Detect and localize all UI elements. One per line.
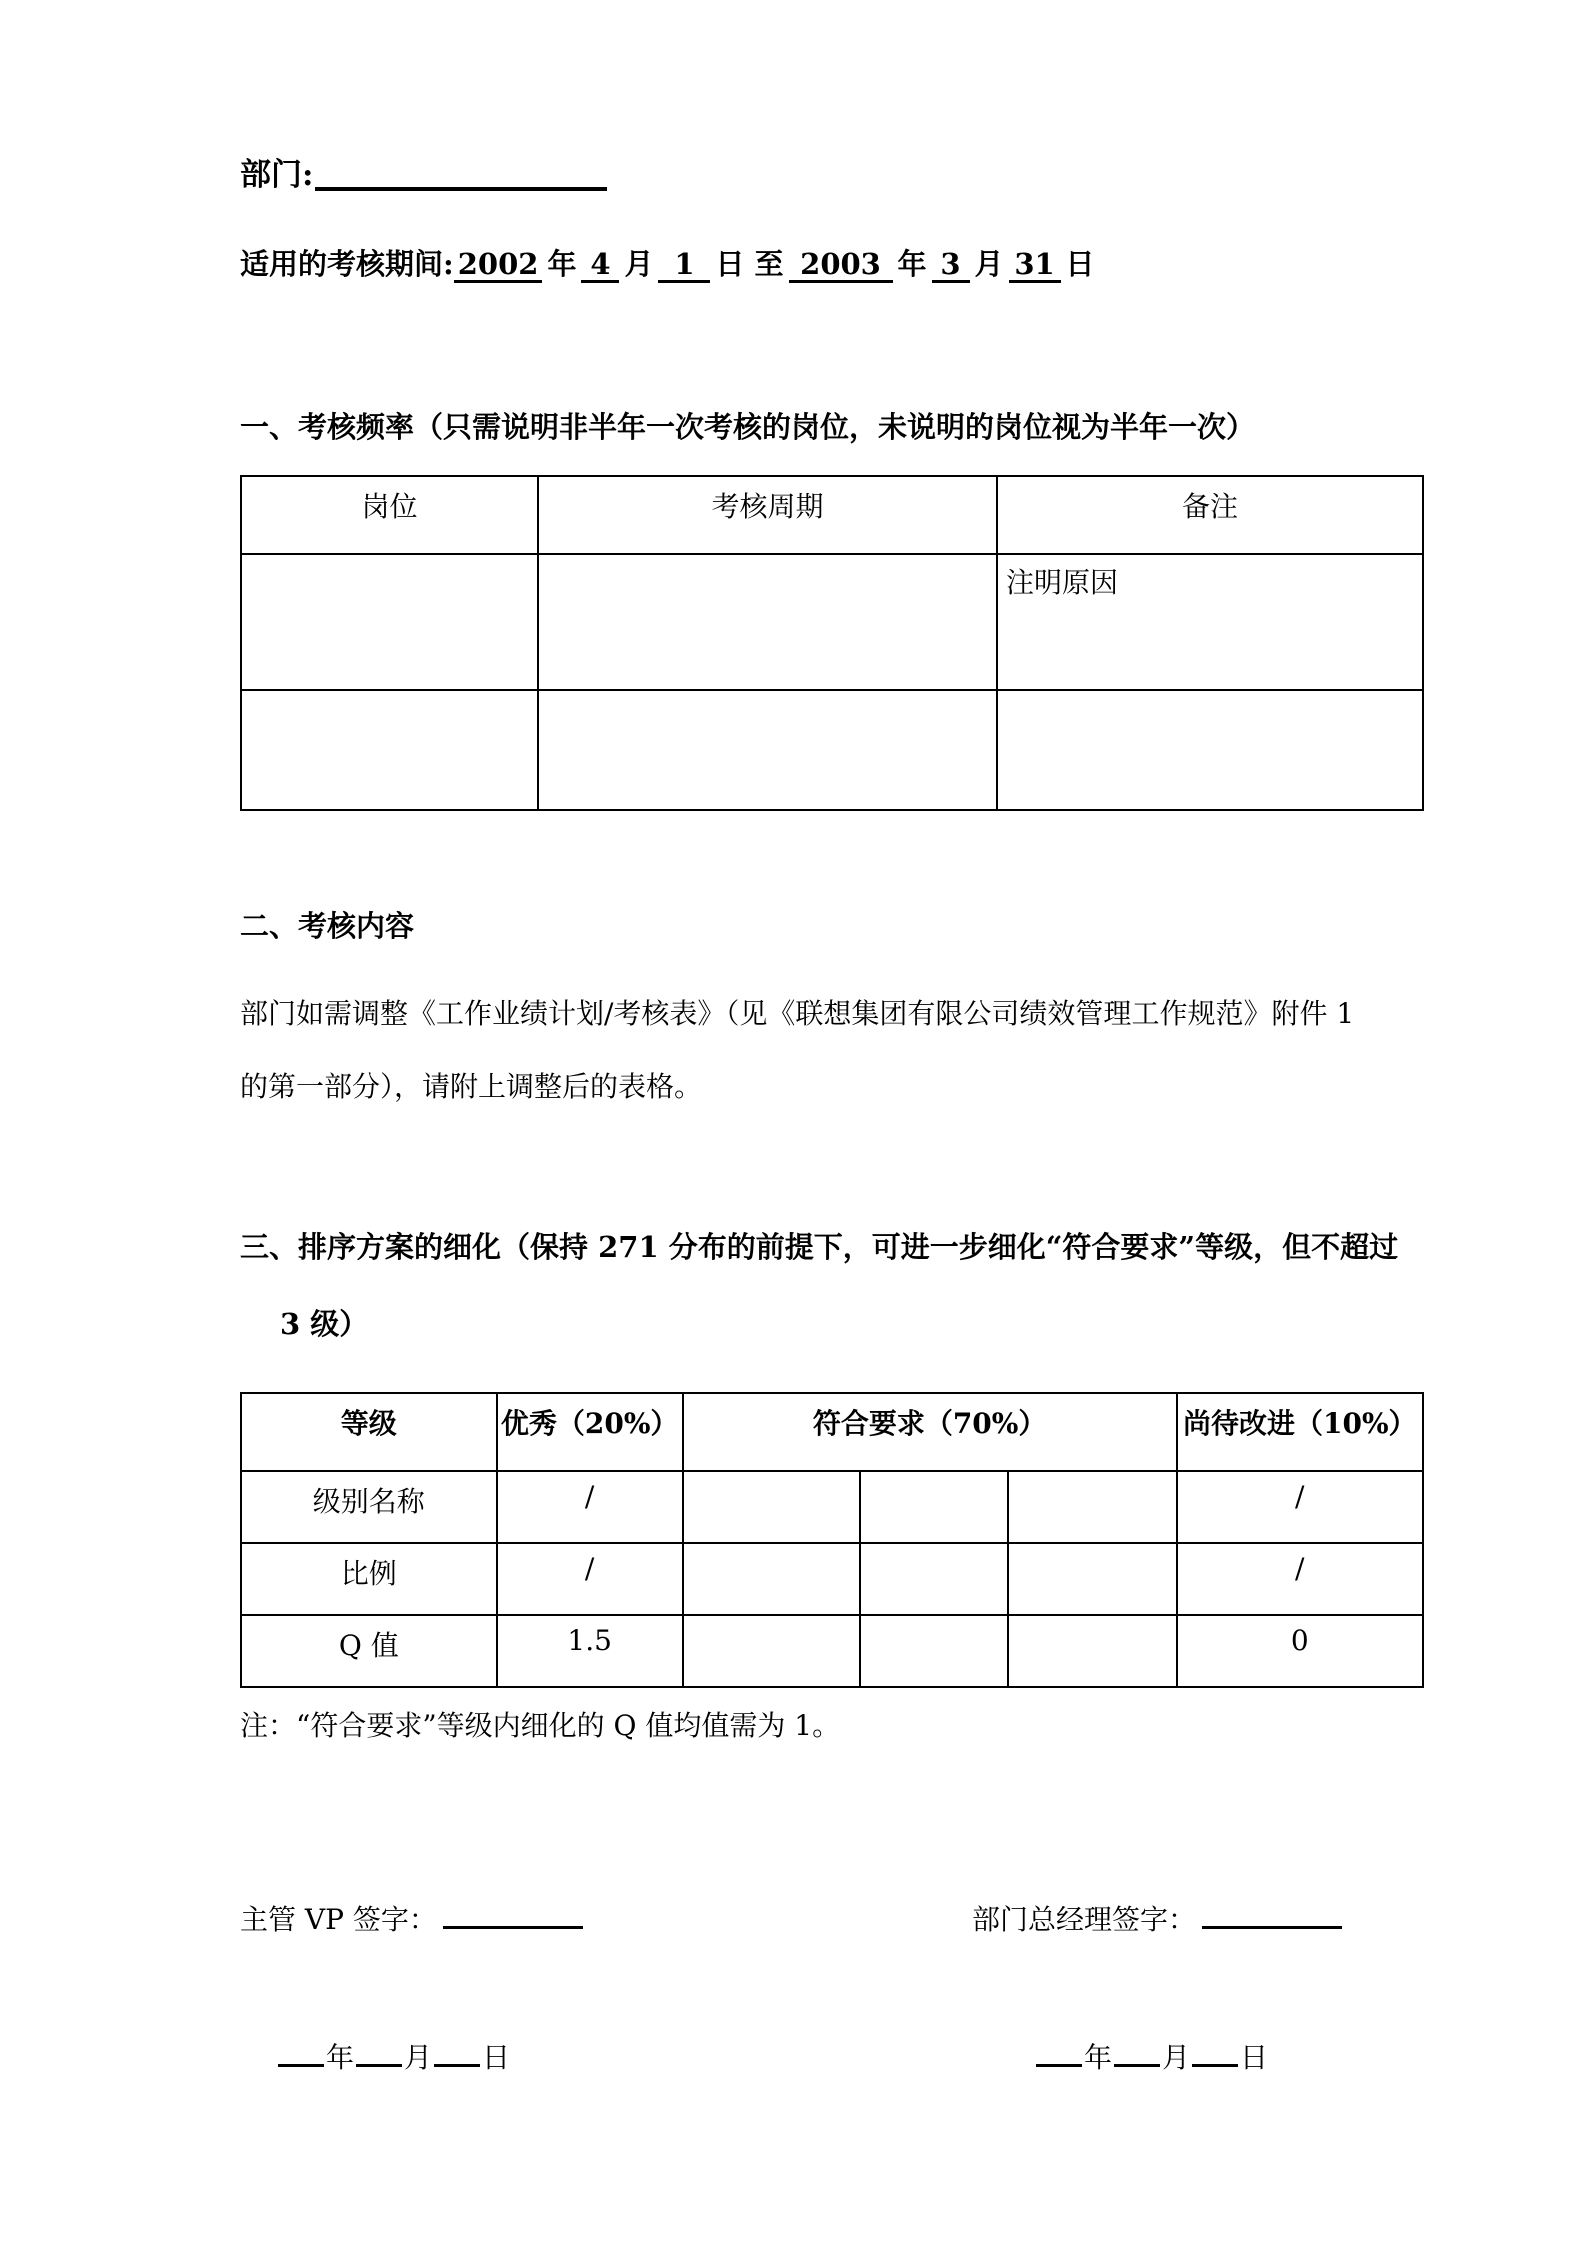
assessment-frequency-table: [240, 475, 1424, 811]
period-day-unit-1: 日: [715, 247, 745, 281]
cell-q-value-needs-improvement[interactable]: 0: [1177, 1615, 1423, 1687]
section2-paragraph-line-2: 的第一部分），请附上调整后的表格。: [240, 1070, 703, 1103]
gm-signature-row: [972, 1898, 1342, 1938]
table-row-proportion: [241, 1543, 1423, 1615]
column-header-needs-improvement: 尚待改进（10%）: [1177, 1393, 1423, 1471]
row-label-proportion: 比例: [241, 1543, 497, 1615]
cell-proportion-needs-improvement[interactable]: /: [1177, 1543, 1423, 1615]
period-start-day[interactable]: 1: [658, 250, 710, 283]
cell-grade-name-meets-2[interactable]: [860, 1471, 1008, 1543]
table-row-grade-name: [241, 1471, 1423, 1543]
section1-heading: 一、考核频率（只需说明非半年一次考核的岗位，未说明的岗位视为半年一次）: [240, 410, 1256, 444]
gm-date-year-unit: 年: [1084, 2041, 1113, 2074]
cell-q-value-meets-2[interactable]: [860, 1615, 1008, 1687]
cell-proportion-meets-3[interactable]: [1008, 1543, 1177, 1615]
cell-q-value-meets-1[interactable]: [683, 1615, 860, 1687]
vp-signature-blank[interactable]: [443, 1906, 583, 1929]
section3-note: 注：“符合要求”等级内细化的 Q 值均值需为 1。: [240, 1709, 841, 1742]
period-year-unit-2: 年: [897, 247, 927, 281]
cell-position[interactable]: [241, 554, 538, 690]
department-input-blank[interactable]: [315, 161, 607, 191]
column-header-position: 岗位: [241, 476, 538, 554]
gm-date-month-blank[interactable]: [1114, 2044, 1160, 2067]
cell-proportion-meets-1[interactable]: [683, 1543, 860, 1615]
column-header-excellent: 优秀（20%）: [497, 1393, 683, 1471]
section3-heading-line-1: 三、排序方案的细化（保持 271 分布的前提下，可进一步细化“符合要求”等级，但不超过: [240, 1230, 1399, 1264]
department-label: 部门:: [240, 157, 314, 193]
period-end-year[interactable]: 2003: [789, 250, 893, 283]
cell-cycle[interactable]: [538, 554, 997, 690]
cell-remark[interactable]: [997, 690, 1423, 810]
department-field-row: [240, 157, 607, 193]
cell-grade-name-needs-improvement[interactable]: /: [1177, 1471, 1423, 1543]
table-row: [241, 554, 1423, 690]
section3-heading-line-2: 3 级）: [280, 1307, 369, 1341]
period-month-unit-2: 月: [974, 247, 1004, 281]
gm-date-month-unit: 月: [1162, 2041, 1191, 2074]
column-header-cycle: 考核周期: [538, 476, 997, 554]
gm-signature-label: 部门总经理签字：: [972, 1903, 1197, 1936]
vp-date-year-unit: 年: [326, 2041, 355, 2074]
vp-date-day-blank[interactable]: [434, 2044, 480, 2067]
cell-q-value-meets-3[interactable]: [1008, 1615, 1177, 1687]
section2-paragraph-line-1: 部门如需调整《工作业绩计划/考核表》（见《联想集团有限公司绩效管理工作规范》附件 1: [240, 997, 1355, 1030]
vp-date-year-blank[interactable]: [278, 2044, 324, 2067]
gm-date-day-unit: 日: [1240, 2041, 1269, 2074]
cell-grade-name-meets-3[interactable]: [1008, 1471, 1177, 1543]
cell-q-value-excellent[interactable]: 1.5: [497, 1615, 683, 1687]
vp-signature-label: 主管 VP 签字：: [240, 1903, 437, 1936]
vp-date-day-unit: 日: [482, 2041, 511, 2074]
evaluation-period-row: [240, 247, 1100, 283]
vp-signature-row: [240, 1898, 583, 1938]
period-month-unit-1: 月: [624, 247, 654, 281]
gm-signature-date-row: [1036, 2036, 1270, 2076]
ranking-refinement-table: [240, 1392, 1424, 1688]
gm-signature-blank[interactable]: [1202, 1906, 1342, 1929]
period-end-day[interactable]: 31: [1009, 250, 1061, 283]
table-header-row: [241, 476, 1423, 554]
period-start-year[interactable]: 2002: [454, 250, 543, 283]
cell-cycle[interactable]: [538, 690, 997, 810]
row-label-q-value: Q 值: [241, 1615, 497, 1687]
period-to-separator: 至: [754, 247, 784, 281]
gm-date-year-blank[interactable]: [1036, 2044, 1082, 2067]
cell-grade-name-meets-1[interactable]: [683, 1471, 860, 1543]
table-row-q-value: [241, 1615, 1423, 1687]
gm-date-day-blank[interactable]: [1192, 2044, 1238, 2067]
period-year-unit-1: 年: [547, 247, 577, 281]
table-row: [241, 690, 1423, 810]
period-start-month[interactable]: 4: [581, 250, 619, 283]
vp-date-month-blank[interactable]: [356, 2044, 402, 2067]
column-header-meets-requirements: 符合要求（70%）: [683, 1393, 1177, 1471]
cell-grade-name-excellent[interactable]: /: [497, 1471, 683, 1543]
period-day-unit-2: 日: [1065, 247, 1095, 281]
column-header-grade: 等级: [241, 1393, 497, 1471]
cell-proportion-excellent[interactable]: /: [497, 1543, 683, 1615]
cell-remark[interactable]: 注明原因: [997, 554, 1423, 690]
period-label: 适用的考核期间:: [240, 247, 454, 281]
row-label-grade-name: 级别名称: [241, 1471, 497, 1543]
cell-position[interactable]: [241, 690, 538, 810]
column-header-remark: 备注: [997, 476, 1423, 554]
vp-signature-date-row: [278, 2036, 512, 2076]
vp-date-month-unit: 月: [404, 2041, 433, 2074]
section2-heading: 二、考核内容: [240, 909, 415, 943]
period-end-month[interactable]: 3: [932, 250, 970, 283]
cell-proportion-meets-2[interactable]: [860, 1543, 1008, 1615]
table-header-row: [241, 1393, 1423, 1471]
